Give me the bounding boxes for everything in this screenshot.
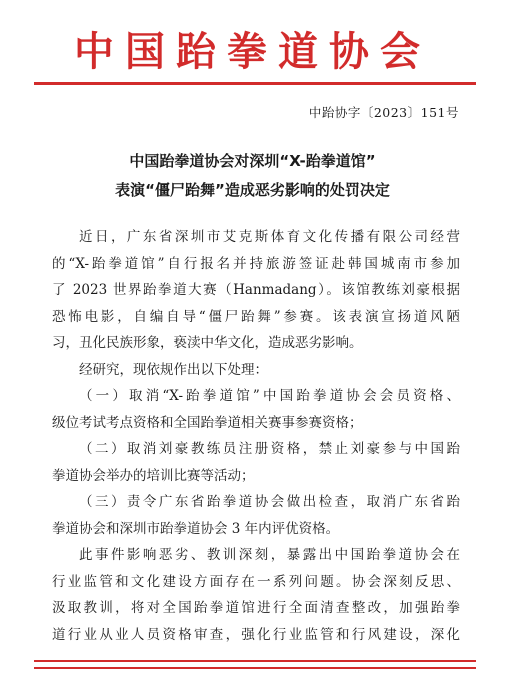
body-line: 汲取教训，将对全国跆拳道馆进行全面清查整改，加强跆拳 — [52, 600, 460, 616]
body-line: 习，丑化民族形象，亵渎中华文化，造成恶劣影响。 — [52, 335, 363, 351]
body-line: 行业监管和文化建设方面存在一系列问题。协会深刻反思、 — [52, 573, 460, 590]
document-number: 中跆协字〔2023〕151号 — [308, 105, 459, 120]
body-line: （一）取消“X-跆拳道馆”中国跆拳道协会会员资格、 — [79, 388, 460, 404]
body-line: 的“X-跆拳道馆”自行报名并持旅游签证赴韩国城南市参加 — [52, 255, 460, 272]
body-line: 恐怖电影，自编自导“僵尸跆舞”参赛。该表演宣扬道风陋 — [52, 308, 460, 325]
header-red-rule — [34, 82, 476, 85]
body-line: （二）取消刘豪教练员注册资格，禁止刘豪参与中国跆 — [79, 441, 460, 457]
body-line: 拳道协会举办的培训比赛等活动； — [52, 467, 255, 484]
body-line: 此事件影响恶劣、教训深刻，暴露出中国跆拳道协会在 — [79, 547, 460, 563]
body-line: （三）责令广东省跆拳道协会做出检查，取消广东省跆 — [79, 494, 460, 510]
body-line: 拳道协会和深圳市跆拳道协会 3 年内评优资格。 — [52, 520, 340, 537]
body-line: 了 2023 世界跆拳道大赛（Hanmadang）。该馆教练刘豪根据 — [52, 282, 460, 298]
document-title-line-2: 表演“僵尸跆舞”造成恶劣影响的处罚决定 — [115, 181, 390, 199]
body-line: 级位考试考点资格和全国跆拳道相关赛事参赛资格； — [52, 414, 363, 431]
document-title-line-1: 中国跆拳道协会对深圳“X-跆拳道馆” — [129, 152, 376, 170]
body-line: 经研究，现依规作出以下处理： — [79, 361, 268, 378]
org-header: 中国跆拳道协会 — [74, 28, 431, 75]
body-line: 近日，广东省深圳市艾克斯体育文化传播有限公司经营 — [79, 229, 460, 245]
footer-red-rule-2 — [34, 667, 476, 669]
body-line: 道行业从业人员资格审查，强化行业监管和行风建设，深化 — [52, 626, 460, 642]
footer-red-rule-1 — [34, 660, 476, 662]
